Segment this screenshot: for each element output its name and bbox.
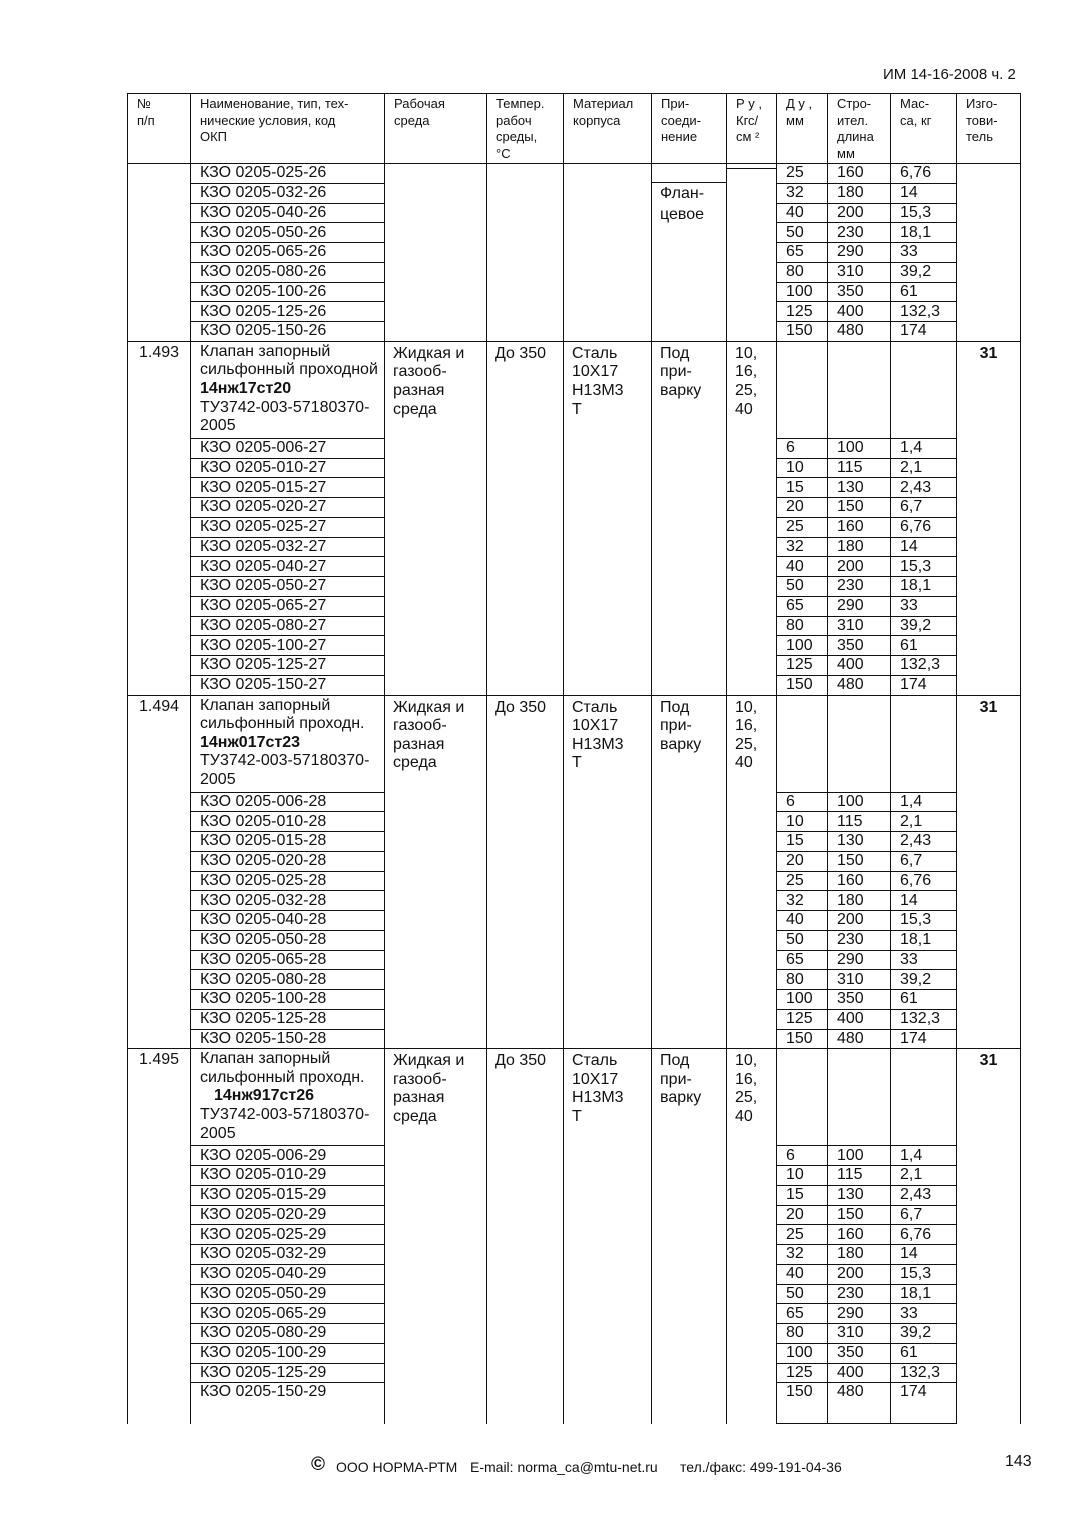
model-code: КЗО 0205-050-28 [191, 930, 385, 950]
medium-temperature: До 350 [487, 1049, 564, 1424]
mass-value: 39,2 [891, 616, 957, 636]
construction-length: 290 [828, 1304, 891, 1324]
construction-length: 115 [828, 812, 891, 832]
model-code: КЗО 0205-006-29 [191, 1146, 385, 1166]
item-spec: ТУ3742-003-57180370- 2005 [200, 752, 370, 788]
construction-length: 310 [828, 1324, 891, 1344]
body-material-empty [564, 164, 652, 342]
model-code: КЗО 0205-032-29 [191, 1245, 385, 1265]
working-medium: Жидкая и газооб- разная среда [385, 695, 487, 1049]
construction-length: 230 [828, 223, 891, 243]
mass-value: 6,76 [891, 517, 957, 537]
mass-value: 15,3 [891, 911, 957, 931]
email-contact [470, 1459, 658, 1475]
model-code: КЗО 0205-040-29 [191, 1264, 385, 1284]
nominal-diameter: 125 [777, 1363, 828, 1383]
nominal-pressure: 10, 16, 25, 40 [727, 695, 777, 1049]
nominal-diameter: 15 [777, 832, 828, 852]
nominal-diameter: 65 [777, 243, 828, 263]
construction-length: 480 [828, 1383, 891, 1424]
nominal-diameter: 10 [777, 1166, 828, 1186]
item-block [128, 695, 1021, 1049]
email-address: norma_ca@mtu-net.ru [517, 1459, 658, 1475]
nominal-pressure: 10, 16, 25, 40 [727, 341, 777, 695]
mass-empty [891, 695, 957, 792]
header-medium: Рабочая среда [385, 94, 487, 164]
construction-length: 400 [828, 302, 891, 322]
model-code: КЗО 0205-020-29 [191, 1205, 385, 1225]
construction-length: 290 [828, 243, 891, 263]
nominal-diameter: 100 [777, 282, 828, 302]
construction-length: 115 [828, 1166, 891, 1186]
nominal-diameter: 80 [777, 1324, 828, 1344]
construction-length: 350 [828, 1343, 891, 1363]
nominal-diameter-empty [777, 341, 828, 438]
medium-temperature: До 350 [487, 341, 564, 695]
nominal-diameter: 6 [777, 438, 828, 458]
construction-length: 400 [828, 1363, 891, 1383]
model-code: КЗО 0205-125-29 [191, 1363, 385, 1383]
nominal-diameter: 50 [777, 930, 828, 950]
model-code: КЗО 0205-065-26 [191, 243, 385, 263]
manufacturer-code: 31 [957, 341, 1021, 695]
model-code: КЗО 0205-050-27 [191, 577, 385, 597]
construction-length: 310 [828, 262, 891, 282]
construction-length-empty [828, 341, 891, 438]
construction-length: 400 [828, 1009, 891, 1029]
nominal-diameter: 15 [777, 1185, 828, 1205]
mass-value: 132,3 [891, 1009, 957, 1029]
header-material: Материал корпуса [564, 94, 652, 164]
mass-value: 33 [891, 596, 957, 616]
mass-value: 39,2 [891, 1324, 957, 1344]
model-code: КЗО 0205-025-29 [191, 1225, 385, 1245]
model-code: КЗО 0205-032-27 [191, 537, 385, 557]
construction-length: 100 [828, 438, 891, 458]
page-number: 143 [1005, 1453, 1032, 1470]
nominal-diameter: 10 [777, 812, 828, 832]
item-number: 1.495 [128, 1049, 191, 1424]
model-code: КЗО 0205-125-26 [191, 302, 385, 322]
item-number-empty [128, 164, 191, 342]
construction-length: 230 [828, 577, 891, 597]
construction-length: 130 [828, 832, 891, 852]
construction-length: 290 [828, 950, 891, 970]
model-code: КЗО 0205-006-27 [191, 438, 385, 458]
mass-value: 18,1 [891, 930, 957, 950]
item-type: 14нж917ст26 [214, 1087, 315, 1105]
nominal-diameter: 32 [777, 891, 828, 911]
construction-length: 160 [828, 871, 891, 891]
construction-length: 290 [828, 596, 891, 616]
mass-value: 39,2 [891, 262, 957, 282]
nominal-diameter: 65 [777, 950, 828, 970]
working-medium: Жидкая и газооб- разная среда [385, 1049, 487, 1424]
nominal-diameter: 100 [777, 1343, 828, 1363]
item-title-row [128, 341, 1021, 438]
mass-value: 2,1 [891, 812, 957, 832]
mass-value: 18,1 [891, 1284, 957, 1304]
nominal-diameter: 32 [777, 183, 828, 203]
mass-value: 33 [891, 950, 957, 970]
body-material: Сталь 10Х17 Н13М3 Т [564, 341, 652, 695]
nominal-diameter: 40 [777, 203, 828, 223]
mass-value: 6,7 [891, 1205, 957, 1225]
model-code: КЗО 0205-050-29 [191, 1284, 385, 1304]
mass-value: 6,76 [891, 1225, 957, 1245]
item-block [128, 341, 1021, 695]
mass-value: 6,7 [891, 498, 957, 518]
nominal-diameter: 6 [777, 1146, 828, 1166]
model-code: КЗО 0205-040-28 [191, 911, 385, 931]
connection-cell [652, 164, 727, 342]
header-name: Наименование, тип, тех- нические условия, код ОКП [191, 94, 385, 164]
mass-value: 18,1 [891, 577, 957, 597]
model-code: КЗО 0205-100-27 [191, 636, 385, 656]
model-code: КЗО 0205-100-26 [191, 282, 385, 302]
model-code: КЗО 0205-125-28 [191, 1009, 385, 1029]
nominal-diameter: 125 [777, 302, 828, 322]
item-name-cell [191, 1049, 385, 1146]
model-code: КЗО 0205-025-27 [191, 517, 385, 537]
model-code: КЗО 0205-015-28 [191, 832, 385, 852]
item-type: 14нж017ст23 [200, 733, 301, 751]
nominal-diameter: 40 [777, 557, 828, 577]
model-code: КЗО 0205-080-27 [191, 616, 385, 636]
table-header-row [128, 94, 1021, 164]
mass-value: 6,76 [891, 871, 957, 891]
construction-length: 350 [828, 636, 891, 656]
construction-length: 100 [828, 1146, 891, 1166]
header-nominal-diameter: Д у , мм [777, 94, 828, 164]
construction-length: 100 [828, 792, 891, 812]
model-code: КЗО 0205-080-28 [191, 970, 385, 990]
mass-value: 14 [891, 891, 957, 911]
nominal-diameter: 15 [777, 478, 828, 498]
mass-value: 14 [891, 183, 957, 203]
nominal-diameter: 25 [777, 1225, 828, 1245]
nominal-diameter: 65 [777, 596, 828, 616]
mass-value: 2,1 [891, 458, 957, 478]
construction-length: 480 [828, 1029, 891, 1049]
construction-length: 130 [828, 478, 891, 498]
model-code: КЗО 0205-050-26 [191, 223, 385, 243]
item-name-cell [191, 341, 385, 438]
medium-temperature-empty [487, 164, 564, 342]
continuation-block [128, 164, 1021, 342]
manufacturer-empty [957, 164, 1021, 342]
construction-length: 160 [828, 517, 891, 537]
nominal-diameter: 6 [777, 792, 828, 812]
model-code: КЗО 0205-020-28 [191, 851, 385, 871]
nominal-diameter: 10 [777, 458, 828, 478]
construction-length: 480 [828, 675, 891, 695]
construction-length: 115 [828, 458, 891, 478]
item-block [128, 1049, 1021, 1424]
nominal-diameter: 100 [777, 636, 828, 656]
nominal-diameter-empty [777, 1049, 828, 1146]
model-code: КЗО 0205-015-29 [191, 1185, 385, 1205]
model-row [128, 164, 1021, 184]
header-length: Стро- ител. длина мм [828, 94, 891, 164]
mass-empty [891, 1049, 957, 1146]
nominal-pressure-empty [727, 164, 777, 342]
construction-length: 150 [828, 1205, 891, 1225]
nominal-diameter: 25 [777, 517, 828, 537]
connection-type: Под при- варку [652, 1049, 727, 1424]
connection-type: Под при- варку [652, 695, 727, 1049]
header-connection: При- соеди- нение [652, 94, 727, 164]
construction-length: 350 [828, 282, 891, 302]
mass-value: 33 [891, 243, 957, 263]
nominal-diameter: 50 [777, 577, 828, 597]
mass-value: 33 [891, 1304, 957, 1324]
phone-contact: тел./факс: 499-191-04-36 [680, 1459, 842, 1475]
construction-length: 230 [828, 930, 891, 950]
nominal-diameter: 40 [777, 911, 828, 931]
copyright-icon: © [311, 1454, 325, 1475]
nominal-diameter: 80 [777, 262, 828, 282]
mass-value: 174 [891, 675, 957, 695]
nominal-diameter: 150 [777, 1029, 828, 1049]
item-name: Клапан запорный сильфонный проходн. [200, 696, 365, 733]
construction-length: 310 [828, 970, 891, 990]
working-medium-empty [385, 164, 487, 342]
header-temperature: Темпер. рабоч среды, °С [487, 94, 564, 164]
model-code: КЗО 0205-040-26 [191, 203, 385, 223]
model-code: КЗО 0205-065-29 [191, 1304, 385, 1324]
item-name: Клапан запорный сильфонный проходн. [200, 1050, 365, 1086]
nominal-diameter: 50 [777, 223, 828, 243]
item-number: 1.494 [128, 695, 191, 1049]
manufacturer-code: 31 [957, 1049, 1021, 1424]
mass-value: 174 [891, 322, 957, 342]
nominal-diameter: 50 [777, 1284, 828, 1304]
model-code: КЗО 0205-125-27 [191, 656, 385, 676]
email-label: E-mail: [470, 1459, 514, 1475]
model-code: КЗО 0205-100-28 [191, 990, 385, 1010]
item-spec: ТУ3742-003-57180370- 2005 [200, 1106, 370, 1142]
mass-value: 1,4 [891, 792, 957, 812]
construction-length: 480 [828, 322, 891, 342]
mass-value: 1,4 [891, 438, 957, 458]
nominal-diameter: 125 [777, 1009, 828, 1029]
model-code: КЗО 0205-150-28 [191, 1029, 385, 1049]
model-code: КЗО 0205-010-28 [191, 812, 385, 832]
mass-value: 2,43 [891, 478, 957, 498]
nominal-diameter: 150 [777, 675, 828, 695]
header-manufacturer: Изго- тови- тель [957, 94, 1021, 164]
model-code: КЗО 0205-006-28 [191, 792, 385, 812]
mass-value: 2,43 [891, 832, 957, 852]
nominal-diameter: 150 [777, 1383, 828, 1424]
mass-value: 61 [891, 1343, 957, 1363]
construction-length: 310 [828, 616, 891, 636]
mass-value: 174 [891, 1029, 957, 1049]
mass-value: 132,3 [891, 656, 957, 676]
mass-value: 39,2 [891, 970, 957, 990]
model-code: КЗО 0205-015-27 [191, 478, 385, 498]
mass-value: 2,43 [891, 1185, 957, 1205]
construction-length-empty [828, 695, 891, 792]
construction-length-empty [828, 1049, 891, 1146]
construction-length: 180 [828, 183, 891, 203]
mass-value: 132,3 [891, 1363, 957, 1383]
valve-table [127, 93, 1021, 1424]
mass-value: 15,3 [891, 203, 957, 223]
construction-length: 200 [828, 557, 891, 577]
model-code: КЗО 0205-080-26 [191, 262, 385, 282]
connection-type: Под при- варку [652, 341, 727, 695]
nominal-diameter: 150 [777, 322, 828, 342]
nominal-diameter: 32 [777, 1245, 828, 1265]
nominal-pressure: 10, 16, 25, 40 [727, 1049, 777, 1424]
mass-value: 2,1 [891, 1166, 957, 1186]
construction-length: 180 [828, 1245, 891, 1265]
mass-value: 6,76 [891, 164, 957, 184]
body-material: Сталь 10Х17 Н13М3 Т [564, 695, 652, 1049]
construction-length: 180 [828, 891, 891, 911]
organization-name: ООО НОРМА-РТМ [336, 1459, 458, 1475]
construction-length: 200 [828, 911, 891, 931]
model-code: КЗО 0205-150-27 [191, 675, 385, 695]
nominal-diameter-empty [777, 695, 828, 792]
item-spec: ТУ3742-003-57180370- 2005 [200, 398, 370, 435]
mass-value: 174 [891, 1383, 957, 1424]
model-code: КЗО 0205-100-29 [191, 1343, 385, 1363]
nominal-diameter: 20 [777, 851, 828, 871]
mass-value: 61 [891, 990, 957, 1010]
construction-length: 150 [828, 498, 891, 518]
item-title-row [128, 1049, 1021, 1146]
mass-empty [891, 341, 957, 438]
model-code: КЗО 0205-150-26 [191, 322, 385, 342]
construction-length: 350 [828, 990, 891, 1010]
nominal-diameter: 80 [777, 616, 828, 636]
nominal-diameter: 32 [777, 537, 828, 557]
mass-value: 15,3 [891, 1264, 957, 1284]
document-code: ИМ 14-16-2008 ч. 2 [883, 66, 1016, 83]
mass-value: 1,4 [891, 1146, 957, 1166]
construction-length: 180 [828, 537, 891, 557]
mass-value: 14 [891, 1245, 957, 1265]
nominal-diameter: 100 [777, 990, 828, 1010]
construction-length: 130 [828, 1185, 891, 1205]
model-code: КЗО 0205-032-28 [191, 891, 385, 911]
nominal-diameter: 25 [777, 871, 828, 891]
mass-value: 61 [891, 282, 957, 302]
nominal-diameter: 25 [777, 164, 828, 184]
model-code: КЗО 0205-010-29 [191, 1166, 385, 1186]
nominal-diameter: 80 [777, 970, 828, 990]
nominal-diameter: 20 [777, 498, 828, 518]
model-code: КЗО 0205-065-27 [191, 596, 385, 616]
nominal-diameter: 20 [777, 1205, 828, 1225]
model-code: КЗО 0205-080-29 [191, 1324, 385, 1344]
model-code: КЗО 0205-020-27 [191, 498, 385, 518]
pressure-rule [727, 168, 776, 169]
construction-length: 200 [828, 203, 891, 223]
item-name-cell [191, 695, 385, 792]
item-name: Клапан запорный сильфонный проходной [200, 342, 378, 379]
construction-length: 400 [828, 656, 891, 676]
model-code: КЗО 0205-025-26 [191, 164, 385, 184]
table-header [128, 94, 1021, 164]
construction-length: 150 [828, 851, 891, 871]
manufacturer-code: 31 [957, 695, 1021, 1049]
model-code: КЗО 0205-065-28 [191, 950, 385, 970]
model-code: КЗО 0205-040-27 [191, 557, 385, 577]
model-code: КЗО 0205-032-26 [191, 183, 385, 203]
nominal-diameter: 65 [777, 1304, 828, 1324]
model-code: КЗО 0205-025-28 [191, 871, 385, 891]
header-number: № п/п [128, 94, 191, 164]
nominal-diameter: 40 [777, 1264, 828, 1284]
nominal-diameter: 125 [777, 656, 828, 676]
item-type: 14нж17ст20 [200, 379, 292, 397]
medium-temperature: До 350 [487, 695, 564, 1049]
mass-value: 14 [891, 537, 957, 557]
mass-value: 18,1 [891, 223, 957, 243]
construction-length: 160 [828, 164, 891, 184]
item-number: 1.493 [128, 341, 191, 695]
mass-value: 61 [891, 636, 957, 656]
working-medium: Жидкая и газооб- разная среда [385, 341, 487, 695]
header-pressure: Р у , Кгс/ см ² [727, 94, 777, 164]
body-material: Сталь 10Х17 Н13М3 Т [564, 1049, 652, 1424]
construction-length: 200 [828, 1264, 891, 1284]
construction-length: 230 [828, 1284, 891, 1304]
connection-type: Флан- цевое [652, 182, 726, 225]
model-code: КЗО 0205-010-27 [191, 458, 385, 478]
item-title-row [128, 695, 1021, 792]
model-code: КЗО 0205-150-29 [191, 1383, 385, 1424]
construction-length: 160 [828, 1225, 891, 1245]
mass-value: 132,3 [891, 302, 957, 322]
mass-value: 15,3 [891, 557, 957, 577]
header-mass: Мас- са, кг [891, 94, 957, 164]
mass-value: 6,7 [891, 851, 957, 871]
